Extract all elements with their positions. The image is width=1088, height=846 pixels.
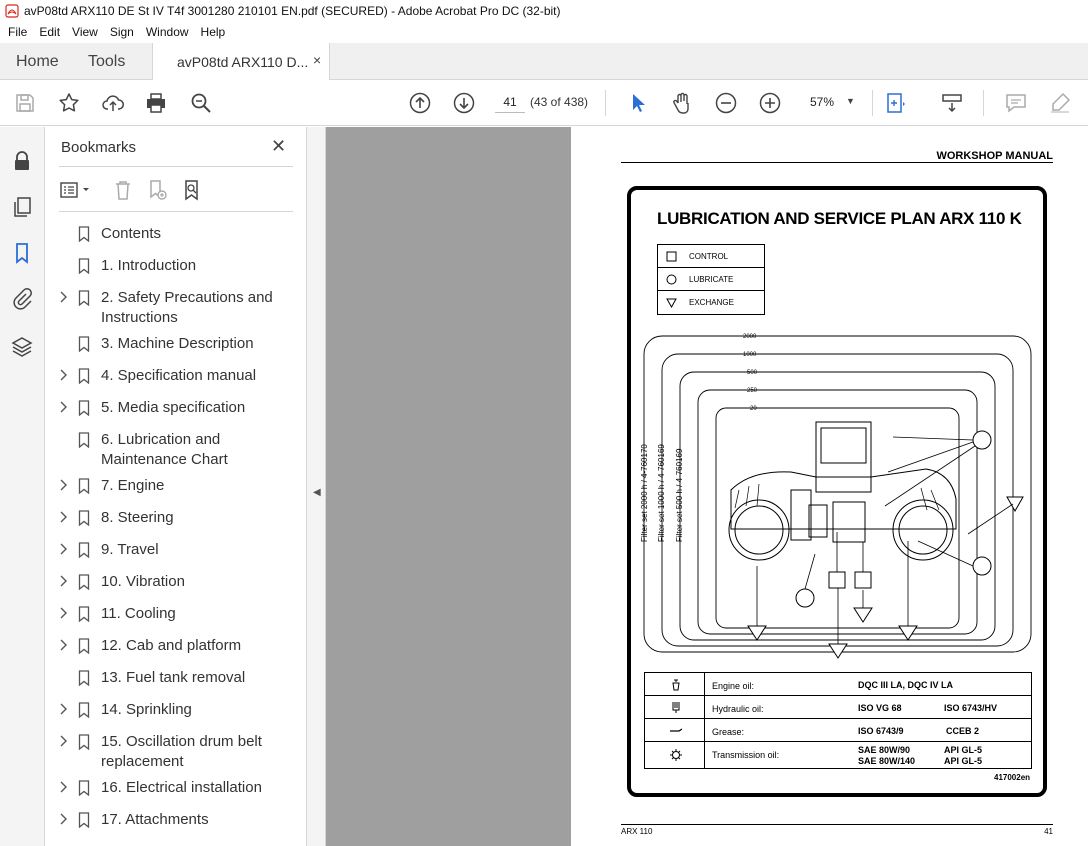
bookmark-icon xyxy=(78,226,90,242)
find-bookmark-icon[interactable] xyxy=(180,178,204,202)
panel-collapse-handle[interactable] xyxy=(307,127,326,846)
window-title: avP08td ARX110 DE St IV T4f 3001280 210101 EN.pdf (SECURED) - Adobe Acrobat Pro DC (32-bit) xyxy=(24,4,561,18)
new-bookmark-icon[interactable] xyxy=(145,178,169,202)
oil-spec: ISO VG 68 xyxy=(858,703,902,713)
interval-label: 250 xyxy=(747,388,758,394)
interval-label: 20 xyxy=(750,406,757,412)
zoom-out-icon[interactable] xyxy=(714,91,738,115)
oil-spec: SAE 80W/90 xyxy=(858,745,911,755)
upload-icon[interactable] xyxy=(101,91,125,115)
bookmark-label: 1. Introduction xyxy=(101,257,197,274)
oil-name: Transmission oil: xyxy=(712,750,780,760)
bookmark-icon xyxy=(78,812,90,828)
left-navigation-rail xyxy=(0,127,45,846)
table-row xyxy=(645,719,1031,742)
chevron-right-icon[interactable] xyxy=(58,369,68,381)
hydraulic-oil-icon xyxy=(670,701,682,713)
chevron-right-icon[interactable] xyxy=(58,781,68,793)
chevron-right-icon[interactable] xyxy=(58,479,68,491)
toolbar-divider xyxy=(872,90,873,116)
bookmark-icon xyxy=(78,432,90,448)
menu-edit[interactable]: Edit xyxy=(39,25,61,39)
bookmark-label: 9. Travel xyxy=(101,541,159,558)
footer-model: ARX 110 xyxy=(621,827,653,836)
legend-label: CONTROL xyxy=(689,252,729,261)
workshop-manual-header: WORKSHOP MANUAL xyxy=(936,150,1053,162)
bookmark-icon xyxy=(78,702,90,718)
page-header xyxy=(621,149,1053,163)
oil-spec: DQC III LA, DQC IV LA xyxy=(858,680,954,690)
chevron-right-icon[interactable] xyxy=(58,735,68,747)
oil-specification-table xyxy=(644,672,1032,769)
legend-label: LUBRICATE xyxy=(689,275,734,284)
comment-icon[interactable] xyxy=(1004,91,1028,115)
bookmark-icon xyxy=(78,258,90,274)
bookmark-label: 13. Fuel tank removal xyxy=(101,669,246,686)
bookmark-label: 12. Cab and platform xyxy=(101,637,242,654)
service-diagram xyxy=(631,190,1043,670)
document-tab-label: avP08td ARX110 D... xyxy=(177,54,309,70)
oil-spec: API GL-5 xyxy=(944,745,983,755)
plan-title: LUBRICATION AND SERVICE PLAN ARX 110 K xyxy=(657,209,1022,228)
page-count: (43 of 438) xyxy=(530,95,589,109)
bookmark-label: 11. Cooling xyxy=(101,605,176,622)
oil-spec: ISO 6743/HV xyxy=(944,703,998,713)
interval-label: 500 xyxy=(747,370,758,376)
menu-sign[interactable]: Sign xyxy=(109,25,134,39)
attachment-icon[interactable] xyxy=(10,287,34,311)
interval-label: 2000 xyxy=(743,334,757,340)
lock-icon[interactable] xyxy=(10,149,34,173)
panel-divider xyxy=(59,166,293,167)
collapse-arrow-icon[interactable]: ◀ xyxy=(313,487,321,498)
oil-name: Grease: xyxy=(712,727,745,737)
tab-home[interactable]: Home xyxy=(16,53,59,70)
highlight-pen-icon[interactable] xyxy=(1048,91,1072,115)
filter-set-label: Filter set 500 h / 4-760169 xyxy=(675,448,684,542)
bookmark-label: 14. Sprinkling xyxy=(101,701,192,718)
pdf-page xyxy=(571,127,1088,846)
bookmark-label: 2. Safety Precautions and Instructions xyxy=(101,289,273,326)
print-icon[interactable] xyxy=(144,91,168,115)
bookmark-icon xyxy=(78,734,90,750)
bookmark-label: 8. Steering xyxy=(101,509,174,526)
chevron-right-icon[interactable] xyxy=(58,575,68,587)
bookmark-icon xyxy=(78,780,90,796)
filter-set-label: Filter set 1000 h / 4-760169 xyxy=(657,444,666,542)
bookmark-label: 3. Machine Description xyxy=(101,335,254,352)
bookmark-label: 16. Electrical installation xyxy=(101,779,262,796)
bookmark-label: 7. Engine xyxy=(101,477,165,494)
search-icon[interactable] xyxy=(189,91,213,115)
grease-icon xyxy=(670,725,682,737)
tab-document[interactable] xyxy=(152,43,330,81)
figure-reference-code: 417002en xyxy=(994,773,1031,782)
acrobat-icon xyxy=(5,4,19,18)
tab-tools[interactable]: Tools xyxy=(88,53,126,70)
page-number-input[interactable]: 41 xyxy=(495,91,525,113)
chevron-right-icon[interactable] xyxy=(58,543,68,555)
bookmark-label: 4. Specification manual xyxy=(101,367,257,384)
chevron-right-icon[interactable] xyxy=(58,813,68,825)
oil-icon-cell xyxy=(645,719,705,741)
bookmark-icon xyxy=(78,542,90,558)
layers-icon[interactable] xyxy=(10,335,34,359)
star-icon[interactable] xyxy=(57,91,81,115)
bookmark-label: 17. Attachments xyxy=(101,811,209,828)
toolbar xyxy=(0,80,1088,126)
tab-bar xyxy=(0,43,1088,80)
filter-set-label: Filter set 2000 h / 4-760170 xyxy=(640,444,649,542)
panel-divider xyxy=(59,211,293,212)
bookmark-panel-icon[interactable] xyxy=(10,241,34,265)
chevron-right-icon[interactable] xyxy=(58,639,68,651)
bookmark-icon xyxy=(78,368,90,384)
zoom-in-icon[interactable] xyxy=(758,91,782,115)
next-page-icon[interactable] xyxy=(452,91,476,115)
previous-page-icon[interactable] xyxy=(408,91,432,115)
footer-page-number: 41 xyxy=(1044,827,1053,836)
table-row xyxy=(645,673,1031,696)
bookmark-icon xyxy=(78,638,90,654)
delete-icon[interactable] xyxy=(111,178,135,202)
page-footer xyxy=(621,824,1053,836)
oil-icon-cell xyxy=(645,673,705,695)
close-tab-button[interactable]: × xyxy=(313,52,322,68)
table-row xyxy=(645,742,1031,768)
zoom-level[interactable]: 57% xyxy=(809,95,835,109)
bookmark-icon xyxy=(78,574,90,590)
interval-label: 1000 xyxy=(743,352,757,358)
menu-window[interactable]: Window xyxy=(145,25,189,39)
chevron-right-icon[interactable] xyxy=(58,703,68,715)
chevron-right-icon[interactable] xyxy=(58,291,68,303)
lubrication-plan-box xyxy=(627,186,1047,797)
oil-icon-cell xyxy=(645,696,705,718)
hand-tool-icon[interactable] xyxy=(670,91,694,115)
legend-label: EXCHANGE xyxy=(689,298,734,307)
bookmark-icon xyxy=(78,606,90,622)
oil-spec: API GL-5 xyxy=(944,756,983,766)
oil-name: Engine oil: xyxy=(712,681,755,691)
bookmark-icon xyxy=(78,510,90,526)
bookmark-label: 15. Oscillation drum belt replacement xyxy=(101,733,262,770)
oil-spec: CCEB 2 xyxy=(946,726,980,736)
pages-icon[interactable] xyxy=(10,195,34,219)
toolbar-divider xyxy=(605,90,606,116)
scroll-mode-icon[interactable] xyxy=(940,91,964,115)
oil-name: Hydraulic oil: xyxy=(712,704,764,714)
bookmark-label: 5. Media specification xyxy=(101,399,246,416)
menu-bar xyxy=(0,22,1088,42)
bookmark-icon xyxy=(78,478,90,494)
bookmark-icon xyxy=(78,670,90,686)
bookmark-label: 10. Vibration xyxy=(101,573,185,590)
oil-spec: SAE 80W/140 xyxy=(858,756,916,766)
bookmark-icon xyxy=(78,336,90,352)
toolbar-divider xyxy=(983,90,984,116)
transmission-gear-icon xyxy=(670,749,682,761)
save-icon[interactable] xyxy=(13,91,37,115)
bookmark-label: Contents xyxy=(101,225,162,242)
close-panel-button[interactable]: ✕ xyxy=(271,136,287,156)
oil-spec: ISO 6743/9 xyxy=(858,726,904,736)
engine-oil-icon xyxy=(670,679,682,691)
menu-view[interactable]: View xyxy=(72,25,98,39)
oil-icon-cell xyxy=(645,742,705,768)
chevron-right-icon[interactable] xyxy=(58,511,68,523)
chevron-down-icon[interactable]: ▼ xyxy=(846,96,855,106)
menu-file[interactable]: File xyxy=(8,25,28,39)
bookmarks-title: Bookmarks xyxy=(61,139,137,156)
bookmarks-panel xyxy=(45,127,307,846)
table-row xyxy=(645,696,1031,719)
title-bar xyxy=(0,0,1088,22)
chevron-right-icon[interactable] xyxy=(58,401,68,413)
select-cursor-icon[interactable] xyxy=(626,91,650,115)
bookmark-icon xyxy=(78,400,90,416)
bookmark-label: 6. Lubrication and Maintenance Chart xyxy=(101,431,228,468)
chevron-right-icon[interactable] xyxy=(58,607,68,619)
options-menu-icon[interactable] xyxy=(59,178,93,202)
page-display-icon[interactable] xyxy=(884,91,908,115)
bookmark-icon xyxy=(78,290,90,306)
menu-help[interactable]: Help xyxy=(200,25,226,39)
